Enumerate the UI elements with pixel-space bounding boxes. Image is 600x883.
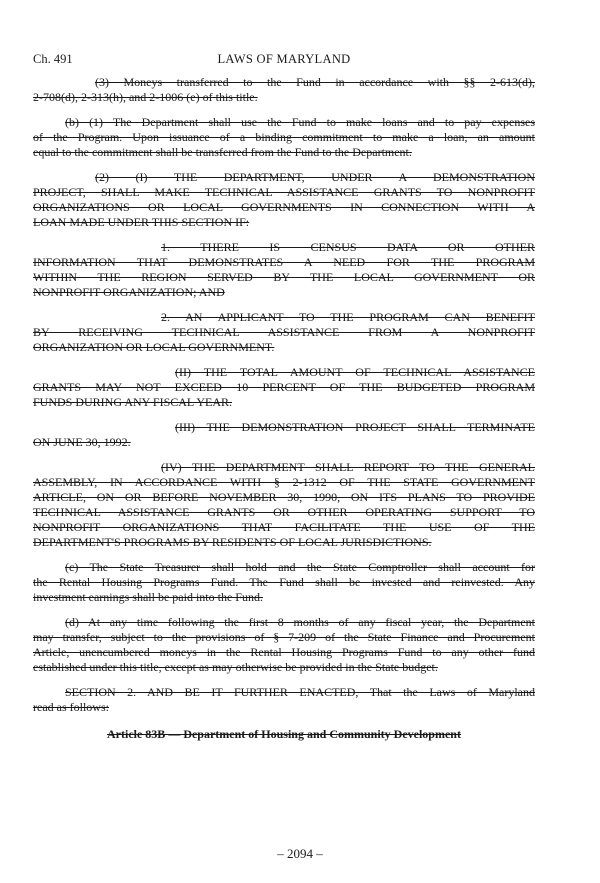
text-line: INFORMATION THAT DEMONSTRATES A NEED FOR THE PROGRAM xyxy=(33,255,535,269)
text-line: LOAN MADE UNDER THIS SECTION IF: xyxy=(33,215,250,229)
text-line: ORGANIZATIONS OR LOCAL GOVERNMENTS IN CONNECTION WITH A xyxy=(33,200,535,214)
text-line: NONPROFIT ORGANIZATIONS THAT FACILITATE THE USE OF THE xyxy=(33,520,535,534)
text-line: established under this title, except as may otherwise be provided in the State budget. xyxy=(33,660,438,674)
text-line: the Rental Housing Programs Fund. The Fund shall be invested and reinvested. Any xyxy=(33,575,535,589)
text-line: (2) (I) THE DEPARTMENT, UNDER A DEMONSTRATION xyxy=(95,170,535,184)
text-line: Article, unencumbered moneys in the Rental Housing Programs Fund to any other fund xyxy=(33,645,535,659)
text-line: (II) THE TOTAL AMOUNT OF TECHNICAL ASSISTANCE xyxy=(175,365,535,379)
text-line: of the Program. Upon issuance of a binding commitment to make a loan, an amount xyxy=(33,130,535,144)
text-line: (d) At any time following the first 8 months of any fiscal year, the Department xyxy=(65,615,535,629)
text-line: 1. THERE IS CENSUS DATA OR OTHER xyxy=(161,240,535,254)
text-line: equal to the commitment shall be transferred from the Fund to the Department. xyxy=(33,145,412,159)
text-line: may transfer, subject to the provisions of § 7-209 of the State Finance and Procurement xyxy=(33,630,535,644)
text-line: PROJECT, SHALL MAKE TECHNICAL ASSISTANCE GRANTS TO NONPROFIT xyxy=(33,185,535,199)
page-title: LAWS OF MARYLAND xyxy=(217,52,351,66)
text-line: TECHNICAL ASSISTANCE GRANTS OR OTHER OPERATING SUPPORT TO xyxy=(33,505,535,519)
text-line: BY RECEIVING TECHNICAL ASSISTANCE FROM A NONPROFIT xyxy=(33,325,535,339)
text-line: ARTICLE, ON OR BEFORE NOVEMBER 30, 1990, ON ITS PLANS TO PROVIDE xyxy=(33,490,535,504)
text-line: (b) (1) The Department shall use the Fund to make loans and to pay expenses xyxy=(65,115,535,129)
text-line: (c) The State Treasurer shall hold and the State Comptroller shall account for xyxy=(65,560,535,574)
running-header xyxy=(33,52,535,68)
paragraph xyxy=(33,75,535,105)
paragraph xyxy=(33,115,535,160)
text-line: ORGANIZATION OR LOCAL GOVERNMENT. xyxy=(33,340,275,354)
paragraph xyxy=(33,310,535,355)
paragraph xyxy=(33,170,535,230)
text-line: investment earnings shall be paid into the Fund. xyxy=(33,590,263,604)
paragraph xyxy=(33,420,535,450)
text-line: SECTION 2. AND BE IT FURTHER ENACTED, That the Laws of Maryland xyxy=(65,685,535,699)
article-heading: Article 83B — Department of Housing and Community Development xyxy=(107,727,461,741)
page-number: – 2094 – xyxy=(277,846,323,861)
chapter-number: Ch. 491 xyxy=(33,52,73,66)
text-line: FUNDS DURING ANY FISCAL YEAR. xyxy=(33,395,233,409)
paragraph xyxy=(33,685,535,715)
text-line: (3) Moneys transferred to the Fund in accordance with §§ 2-613(d), xyxy=(95,75,535,89)
text-line: (III) THE DEMONSTRATION PROJECT SHALL TERMINATE xyxy=(175,420,535,434)
paragraph xyxy=(33,615,535,675)
text-line: ASSEMBLY, IN ACCORDANCE WITH § 2-1312 OF THE STATE GOVERNMENT xyxy=(33,475,535,489)
text-line: DEPARTMENT'S PROGRAMS BY RESIDENTS OF LOCAL JURISDICTIONS. xyxy=(33,535,432,549)
paragraph xyxy=(33,240,535,300)
paragraph xyxy=(33,560,535,605)
text-line: GRANTS MAY NOT EXCEED 10 PERCENT OF THE BUDGETED PROGRAM xyxy=(33,380,535,394)
paragraph xyxy=(33,365,535,410)
text-line: (IV) THE DEPARTMENT SHALL REPORT TO THE GENERAL xyxy=(161,460,535,474)
document-body xyxy=(33,75,535,742)
text-line: ON JUNE 30, 1992. xyxy=(33,435,131,449)
paragraph xyxy=(33,460,535,550)
text-line: 2. AN APPLICANT TO THE PROGRAM CAN BENEFIT xyxy=(161,310,535,324)
text-line: NONPROFIT ORGANIZATION; AND xyxy=(33,285,225,299)
text-line: read as follows: xyxy=(33,700,109,714)
text-line: WITHIN THE REGION SERVED BY THE LOCAL GOVERNMENT OR xyxy=(33,270,535,284)
text-line: 2-708(d), 2-313(h), and 2-1006 (e) of this title. xyxy=(33,90,258,104)
